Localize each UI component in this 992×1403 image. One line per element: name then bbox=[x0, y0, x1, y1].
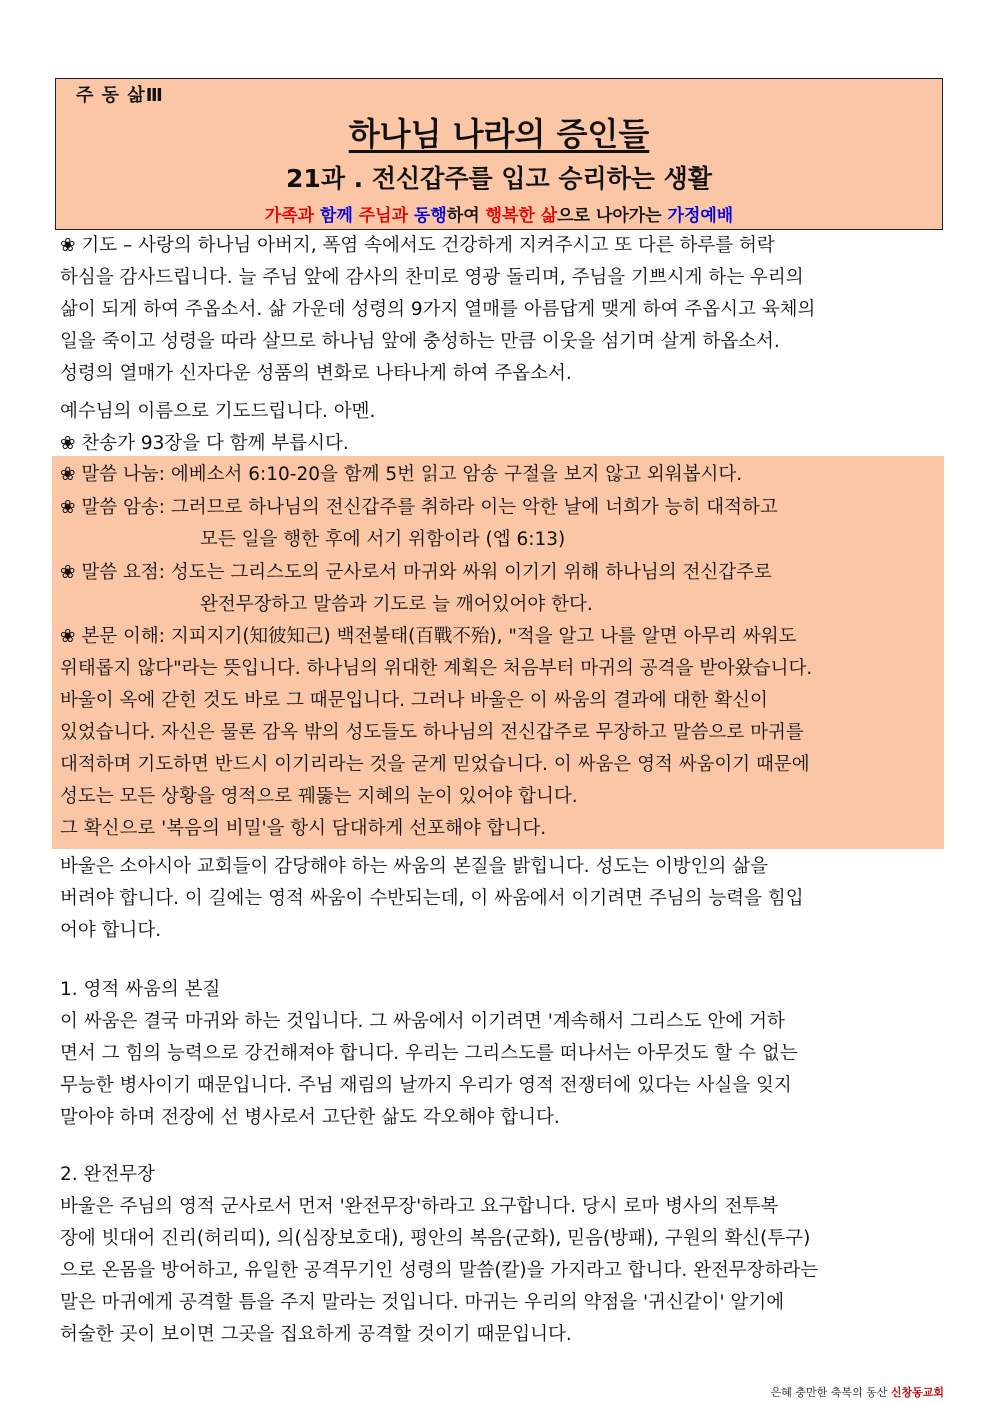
section-1 bbox=[60, 974, 936, 1134]
section-heading: 2. 완전무장 bbox=[60, 1164, 156, 1185]
motto-part: 하여 bbox=[446, 206, 486, 226]
footer bbox=[771, 1384, 944, 1400]
point-line: 완전무장하고 말씀과 기도로 늘 깨어있어야 한다. bbox=[200, 594, 593, 615]
prayer-line: 삶이 되게 하여 주옵소서. 삶 가운데 성령의 9가지 열매를 아름답게 맺게 하여 주옵시고 육체의 bbox=[60, 299, 816, 320]
prayer-line: 하심을 감사드립니다. 늘 주님 앞에 감사의 찬미로 영광 돌리며, 주님을 기쁘시게 하는 우리의 bbox=[60, 267, 804, 288]
section-line: 바울은 주님의 영적 군사로서 먼저 '완전무장'하라고 요구합니다. 당시 로마 병사의 전투복 bbox=[60, 1196, 779, 1217]
intro-line: 버려야 합니다. 이 길에는 영적 싸움이 수반되는데, 이 싸움에서 이기려면 주님의 능력을 힘입 bbox=[60, 888, 804, 909]
section-line: 면서 그 힘의 능력으로 강건해져야 합니다. 우리는 그리스도를 떠나서는 아무것도 할 수 없는 bbox=[60, 1043, 798, 1064]
prayer-line: 성령의 열매가 신자다운 성품의 변화로 나타나게 하여 주옵소서. bbox=[60, 363, 572, 384]
word-memory bbox=[60, 492, 936, 556]
understanding-line: 그 확신으로 '복음의 비밀'을 항시 담대하게 선포해야 합니다. bbox=[60, 818, 547, 839]
section-line: 허술한 곳이 보이면 그곳을 집요하게 공격할 것이기 때문입니다. bbox=[60, 1324, 572, 1345]
section-line: 으로 온몸을 방어하고, 유일한 공격무기인 성령의 말씀(칼)을 가지라고 합니다. 완전무장하라는 bbox=[60, 1260, 819, 1281]
series-label: 주 동 삶Ⅲ bbox=[76, 85, 164, 106]
motto-part: 으로 나아가는 bbox=[557, 206, 668, 226]
motto-part: 주님과 bbox=[358, 206, 414, 226]
memory-line: ❀ 말씀 암송: 그러므로 하나님의 전신갑주를 취하라 이는 악한 날에 너희가 능히 대적하고 bbox=[60, 497, 778, 518]
page-title: 하나님 나라의 증인들 bbox=[348, 115, 650, 153]
motto-part: 함께 bbox=[319, 206, 359, 226]
motto bbox=[56, 201, 942, 226]
motto-part: 가정예배 bbox=[667, 206, 734, 226]
motto-part: 행복한 삶 bbox=[485, 206, 558, 226]
word-sharing: ❀ 말씀 나눔: 에베소서 6:10-20을 함께 5번 읽고 암송 구절을 보지 않고 외워봅시다. bbox=[60, 464, 743, 485]
hymn-line: ❀ 찬송가 93장을 다 함께 부릅시다. bbox=[60, 433, 349, 454]
understanding-line: 대적하며 기도하면 반드시 이기리라는 것을 굳게 믿었습니다. 이 싸움은 영적 싸움이기 때문에 bbox=[60, 754, 810, 775]
prayer-line: 일을 죽이고 성령을 따라 살므로 하나님 앞에 충성하는 만큼 이웃을 섬기며 살게 하옵소서. bbox=[60, 331, 780, 352]
point-line: ❀ 말씀 요점: 성도는 그리스도의 군사로서 마귀와 싸워 이기기 위해 하나님의 전신갑주로 bbox=[60, 562, 772, 583]
footer-text: 은혜 충만한 축복의 동산 bbox=[770, 1386, 891, 1399]
section-line: 말은 마귀에게 공격할 틈을 주지 말라는 것입니다. 마귀는 우리의 약점을 '귀신같이' 알기에 bbox=[60, 1292, 785, 1313]
header-box bbox=[55, 78, 943, 230]
section-line: 말아야 하며 전장에 선 병사로서 고단한 삶도 각오해야 합니다. bbox=[60, 1107, 560, 1128]
understanding-line: 성도는 모든 상황을 영적으로 꿰뚫는 지혜의 눈이 있어야 합니다. bbox=[60, 786, 578, 807]
intro-line: 어야 합니다. bbox=[60, 920, 162, 941]
intro-line: 바울은 소아시아 교회들이 감당해야 하는 싸움의 본질을 밝힙니다. 성도는 이방인의 삶을 bbox=[60, 856, 769, 877]
prayer-section bbox=[60, 230, 936, 390]
motto-part: 가족과 bbox=[264, 206, 320, 226]
word-understanding bbox=[60, 621, 936, 845]
section-line: 장에 빗대어 진리(허리띠), 의(심장보호대), 평안의 복음(군화), 믿음(방패), 구원의 확신(투구) bbox=[60, 1228, 811, 1249]
prayer-line: ❀ 기도 – 사랑의 하나님 아버지, 폭염 속에서도 건강하게 지켜주시고 또 다른 하루를 허락 bbox=[60, 235, 775, 256]
lesson-title: 21과 . 전신갑주를 입고 승리하는 생활 bbox=[286, 164, 712, 193]
section-heading: 1. 영적 싸움의 본질 bbox=[60, 979, 221, 1000]
understanding-line: 위태롭지 않다"라는 뜻입니다. 하나님의 위대한 계획은 처음부터 마귀의 공격을 받아왔습니다. bbox=[60, 658, 813, 679]
understanding-line: 있었습니다. 자신은 물론 감옥 밖의 성도들도 하나님의 전신갑주로 무장하고 말씀으로 마귀를 bbox=[60, 722, 804, 743]
motto-part: 동행 bbox=[413, 206, 447, 226]
intro-paragraph bbox=[60, 851, 936, 947]
section-line: 무능한 병사이기 때문입니다. 주님 재림의 날까지 우리가 영적 전쟁터에 있다는 사실을 잊지 bbox=[60, 1075, 792, 1096]
prayer-amen: 예수님의 이름으로 기도드립니다. 아멘. bbox=[60, 401, 376, 422]
understanding-line: ❀ 본문 이해: 지피지기(知彼知己) 백전불태(百戰不殆), "적을 알고 나를 알면 아무리 싸워도 bbox=[60, 626, 797, 647]
section-line: 이 싸움은 결국 마귀와 하는 것입니다. 그 싸움에서 이기려면 '계속해서 그리스도 안에 거하 bbox=[60, 1011, 785, 1032]
word-point bbox=[60, 557, 936, 621]
memory-line: 모든 일을 행한 후에 서기 위함이라 (엡 6:13) bbox=[200, 529, 566, 550]
section-2 bbox=[60, 1159, 936, 1351]
church-name: 신창동교회 bbox=[890, 1386, 944, 1399]
understanding-line: 바울이 옥에 갇힌 것도 바로 그 때문입니다. 그러나 바울은 이 싸움의 결과에 대한 확신이 bbox=[60, 690, 768, 711]
